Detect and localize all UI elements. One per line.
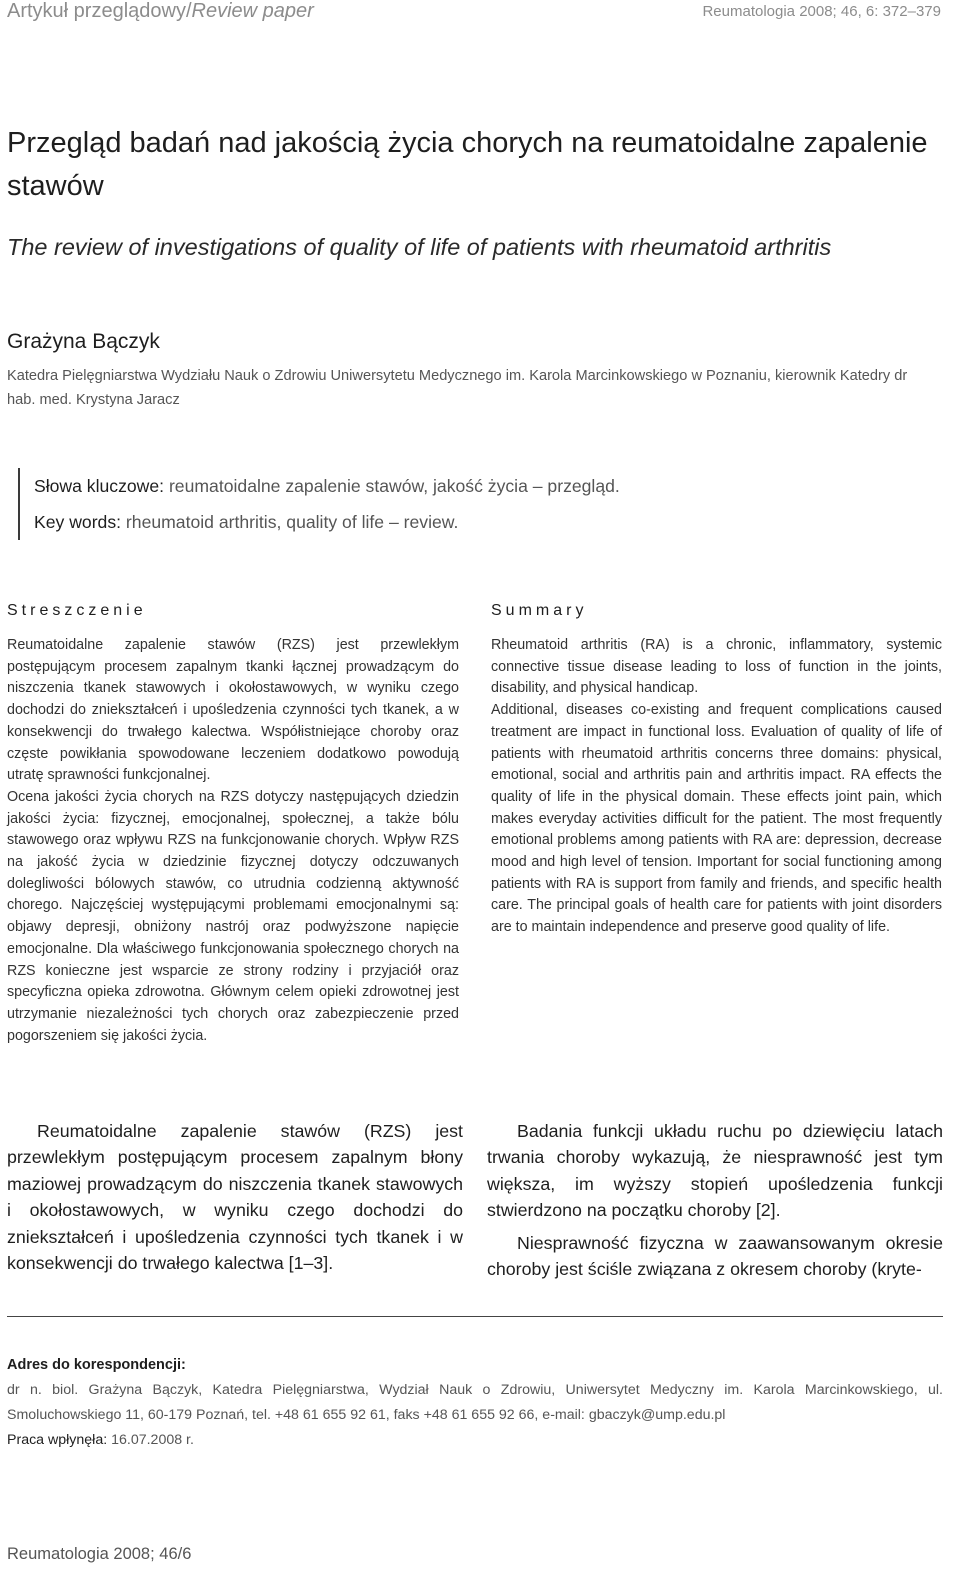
body-paragraph: Badania funkcji układu ruchu po dziewięciu latach trwania choroby wykazują, że niesprawność jest tym większa, im wyższy stopień upośledzenia funkcji stwierdzono na początku choroby [2]. <box>487 1121 943 1221</box>
correspondence-block <box>7 1353 943 1453</box>
section-label <box>7 0 314 23</box>
body-column-left <box>7 1118 463 1276</box>
body-column-right <box>487 1118 943 1282</box>
abstract-en-heading: Summary <box>491 602 588 619</box>
correspondence-title: Adres do korespondencji: <box>7 1357 186 1373</box>
body-paragraph: Niesprawność fizyczna w zaawansowanym okresie choroby jest ściśle związana z okresem choroby (kryte- <box>487 1232 943 1280</box>
correspondence-address: dr n. biol. Grażyna Bączyk, Katedra Pielęgniarstwa, Wydział Nauk o Zdrowiu, Uniwersytet Medyczny im. Karola Marcinkowskiego, ul. Smoluchowskiego 11, 60-179 Poznań, tel. +48 61 655 92 61, faks +48 61 655 92 66, e-mail: gbaczyk@ump.edu.pl <box>7 1382 943 1423</box>
received-label: Praca wpłynęła: <box>7 1432 108 1448</box>
section-label-en: Review paper <box>191 0 314 22</box>
abstract-pl-heading: Streszczenie <box>7 602 147 619</box>
keywords-pl-label: Słowa kluczowe: <box>34 476 165 496</box>
body-paragraph: Reumatoidalne zapalenie stawów (RZS) jest przewlekłym postępującym procesem zapalnym błony maziowej prowadzącym do niszczenia tkanek stawowych i okołostawowych, w wyniku czego dochodzi do zniekształceń i upośledzenia czynności tych tkanek i w konsekwencji do trwałego kalectwa [1–3]. <box>7 1121 463 1274</box>
footnote-divider <box>7 1316 943 1317</box>
keywords-pl-value: reumatoidalne zapalenie stawów, jakość życia – przegląd. <box>168 476 620 496</box>
abstract-pl <box>7 635 459 1047</box>
journal-reference: Reumatologia 2008; 46, 6: 372–379 <box>702 3 941 20</box>
keywords-en-value: rheumatoid arthritis, quality of life – review. <box>125 512 459 532</box>
abstract-en-paragraph: Rheumatoid arthritis (RA) is a chronic, inflammatory, systemic connective tissue disease leading to loss of function in the joints, disability, and physical handicap. <box>491 637 942 697</box>
article-title-pl: Przegląd badań nad jakością życia chorych na reumatoidalne zapalenie stawów <box>7 127 928 202</box>
abstract-pl-paragraph: Ocena jakości życia chorych na RZS dotyczy następujących dziedzin jakości życia: fizycznej, emocjonalnej, społecznej, a także bólu stawowego oraz wpływu RZS na funkcjonowanie chorych. Wpływ RZS na jakość życia w dziedzinie fizycznej dotyczy odczuwanych dolegliwości bólowych stawów, co utrudnia codzienną aktywność chorego. Najczęściej występującymi problemami emocjonalnymi są: objawy depresji, obniżony nastrój oraz podwyższone napięcie emocjonalne. Dla właściwego funkcjonowania społecznego chorych na RZS konieczne jest wsparcie ze strony rodziny i przyjaciół oraz specyficzna opieka zdrowotna. Głównym celem opieki zdrowotnej jest utrzymanie niezależności tych chorych oraz zabezpieczenie przed pogorszeniem się jakości życia. <box>7 788 459 1044</box>
keywords-en <box>34 504 934 540</box>
author-name: Grażyna Bączyk <box>7 330 160 353</box>
keywords-block <box>18 468 934 540</box>
keywords-pl <box>34 468 934 504</box>
abstract-en <box>491 635 942 939</box>
footer-journal: Reumatologia 2008; 46/6 <box>7 1545 192 1563</box>
keywords-en-label: Key words: <box>34 512 122 532</box>
abstract-en-paragraph: Additional, diseases co-existing and frequent complications caused treatment are impact in functional loss. Evaluation of quality of life of patients with rheumatoid arthritis concerns three domains: physical, emotional, social and arthritis pain and arthritis impact. RA effects the quality of life in the physical domain. These effects joint pain, which makes everyday activities difficult for the patient. The most frequently emotional problems among patients with RA are: depression, decrease mood and high level of tension. Important for social functioning among patients with RA is support from family and friends, and specific health care. The principal goals of health care for patients with joint disorders are to maintain independence and preserve good quality of life. <box>491 702 942 936</box>
abstract-pl-paragraph: Reumatoidalne zapalenie stawów (RZS) jest przewlekłym postępującym procesem zapalnym tkanki łącznej prowadzącym do niszczenia tkanek stawowych i okołostawowych, w wyniku czego dochodzi do zniekształceń i upośledzenia czynności tych tkanek, a w konsekwencji do trwałego kalectwa. Współistniejące choroby oraz częste powikłania spowodowane leczeniem dodatkowo powodują utratę sprawności funkcjonalnej. <box>7 637 459 784</box>
received-line <box>7 1428 943 1453</box>
section-label-pl: Artykuł przeglądowy/ <box>7 0 192 22</box>
received-date: 16.07.2008 r. <box>111 1432 194 1448</box>
article-title-en: The review of investigations of quality of life of patients with rheumatoid arthritis <box>7 234 832 260</box>
author-affiliation: Katedra Pielęgniarstwa Wydziału Nauk o Zdrowiu Uniwersytetu Medycznego im. Karola Marcinkowskiego w Poznaniu, kierownik Katedry dr hab. med. Krystyna Jaracz <box>7 368 908 408</box>
